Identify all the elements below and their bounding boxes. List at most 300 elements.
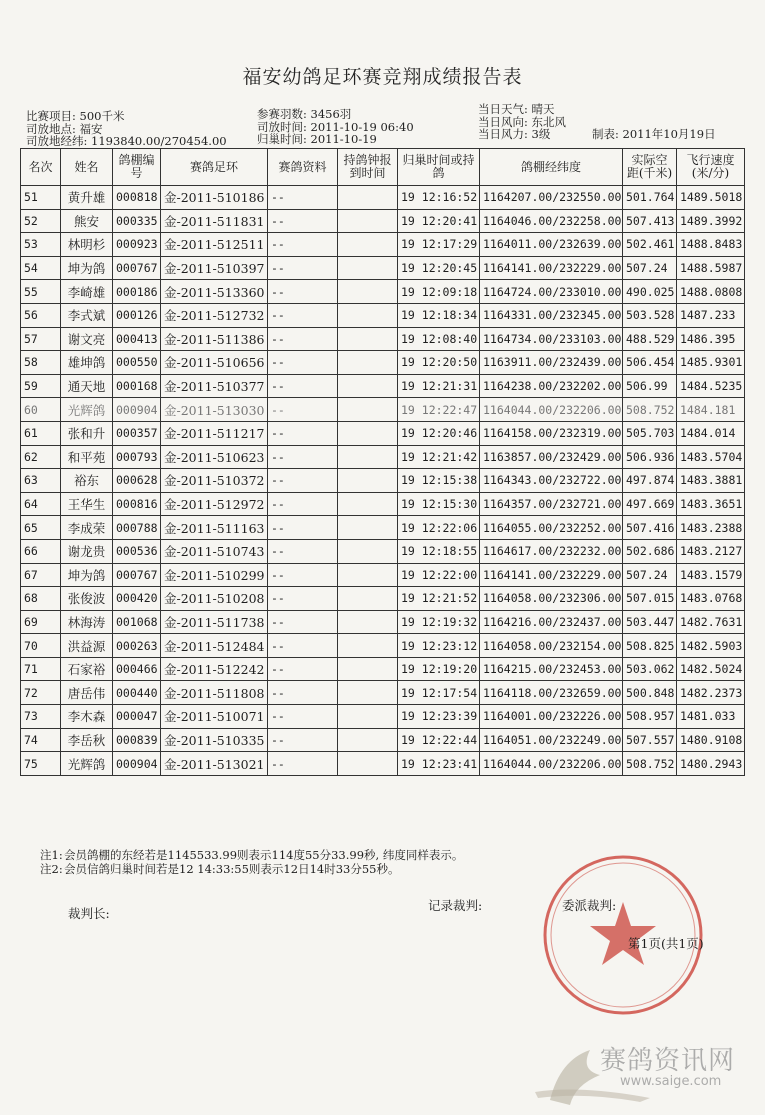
cell-ring: 金-2011-510656 — [161, 351, 268, 375]
table-row — [21, 610, 745, 634]
cell-coordinates: 1164343.00/232722.00 — [480, 469, 623, 493]
cell-loft-id: 000420 — [113, 587, 161, 611]
cell-loft-id: 000816 — [113, 492, 161, 516]
cell-speed: 1483.1579 — [677, 563, 745, 587]
cell-name: 李成荣 — [61, 516, 113, 540]
cell-loft-id: 000793 — [113, 445, 161, 469]
table-row — [21, 752, 745, 776]
table-row — [21, 256, 745, 280]
cell-clock-time — [338, 752, 398, 776]
header-pigeon-info: 赛鸽资料 — [268, 149, 338, 186]
cell-rank: 58 — [21, 351, 61, 375]
cell-return-time: 19 12:22:06 — [398, 516, 480, 540]
cell-loft-id: 000904 — [113, 752, 161, 776]
cell-pigeon-info: -- — [268, 728, 338, 752]
cell-clock-time — [338, 469, 398, 493]
cell-rank: 72 — [21, 681, 61, 705]
cell-name: 李木森 — [61, 705, 113, 729]
cell-clock-time — [338, 587, 398, 611]
cell-speed: 1481.033 — [677, 705, 745, 729]
cell-clock-time — [338, 634, 398, 658]
cell-pigeon-info: -- — [268, 351, 338, 375]
cell-distance: 501.764 — [623, 186, 677, 210]
cell-return-time: 19 12:21:42 — [398, 445, 480, 469]
cell-coordinates: 1163857.00/232429.00 — [480, 445, 623, 469]
cell-name: 黄升雄 — [61, 186, 113, 210]
cell-speed: 1483.0768 — [677, 587, 745, 611]
header-distance: 实际空距(千米) — [623, 149, 677, 186]
cell-return-time: 19 12:09:18 — [398, 280, 480, 304]
cell-return-time: 19 12:20:41 — [398, 209, 480, 233]
cell-distance: 502.686 — [623, 539, 677, 563]
cell-pigeon-info: -- — [268, 634, 338, 658]
cell-clock-time — [338, 610, 398, 634]
cell-loft-id: 000788 — [113, 516, 161, 540]
cell-ring: 金-2011-510071 — [161, 705, 268, 729]
cell-speed: 1485.9301 — [677, 351, 745, 375]
cell-clock-time — [338, 563, 398, 587]
cell-return-time: 19 12:15:30 — [398, 492, 480, 516]
table-row — [21, 280, 745, 304]
cell-name: 光辉鸽 — [61, 398, 113, 422]
cell-speed: 1483.3881 — [677, 469, 745, 493]
cell-distance: 503.528 — [623, 303, 677, 327]
table-row — [21, 587, 745, 611]
cell-rank: 66 — [21, 539, 61, 563]
cell-coordinates: 1164238.00/232202.00 — [480, 374, 623, 398]
cell-clock-time — [338, 657, 398, 681]
cell-coordinates: 1164216.00/232437.00 — [480, 610, 623, 634]
cell-ring: 金-2011-513360 — [161, 280, 268, 304]
cell-pigeon-info: -- — [268, 657, 338, 681]
cell-clock-time — [338, 280, 398, 304]
watermark-text: 赛鸽资讯网 — [600, 1046, 736, 1076]
cell-rank: 51 — [21, 186, 61, 210]
cell-clock-time — [338, 728, 398, 752]
header-return-time: 归巢时间或持鸽 — [398, 149, 480, 186]
cell-return-time: 19 12:22:44 — [398, 728, 480, 752]
cell-ring: 金-2011-510335 — [161, 728, 268, 752]
cell-name: 雄坤鸽 — [61, 351, 113, 375]
table-made-date: 制表: 2011年10月19日 — [592, 127, 716, 141]
cell-pigeon-info: -- — [268, 280, 338, 304]
cell-distance: 507.413 — [623, 209, 677, 233]
cell-speed: 1486.395 — [677, 327, 745, 351]
cell-ring: 金-2011-511217 — [161, 421, 268, 445]
cell-rank: 57 — [21, 327, 61, 351]
cell-rank: 59 — [21, 374, 61, 398]
cell-speed: 1488.5987 — [677, 256, 745, 280]
cell-distance: 507.24 — [623, 563, 677, 587]
cell-distance: 490.025 — [623, 280, 677, 304]
cell-speed: 1483.2388 — [677, 516, 745, 540]
cell-pigeon-info: -- — [268, 327, 338, 351]
cell-coordinates: 1164055.00/232252.00 — [480, 516, 623, 540]
cell-coordinates: 1164046.00/232258.00 — [480, 209, 623, 233]
cell-loft-id: 000466 — [113, 657, 161, 681]
cell-rank: 52 — [21, 209, 61, 233]
cell-name: 李式斌 — [61, 303, 113, 327]
cell-speed: 1484.5235 — [677, 374, 745, 398]
cell-rank: 62 — [21, 445, 61, 469]
cell-coordinates: 1164044.00/232206.00 — [480, 752, 623, 776]
entry-count: 参赛羽数: 3456羽 — [257, 107, 352, 121]
page-number: 第1页(共1页) — [628, 936, 704, 951]
cell-distance: 507.015 — [623, 587, 677, 611]
cell-speed: 1483.2127 — [677, 539, 745, 563]
cell-return-time: 19 12:23:41 — [398, 752, 480, 776]
cell-speed: 1487.233 — [677, 303, 745, 327]
cell-return-time: 19 12:18:34 — [398, 303, 480, 327]
cell-coordinates: 1164207.00/232550.00 — [480, 186, 623, 210]
table-row — [21, 516, 745, 540]
cell-name: 张俊波 — [61, 587, 113, 611]
cell-coordinates: 1164011.00/232639.00 — [480, 233, 623, 257]
recorder-label: 记录裁判: — [428, 898, 483, 913]
cell-loft-id: 000628 — [113, 469, 161, 493]
cell-name: 林明杉 — [61, 233, 113, 257]
cell-return-time: 19 12:22:00 — [398, 563, 480, 587]
cell-pigeon-info: -- — [268, 186, 338, 210]
cell-loft-id: 000440 — [113, 681, 161, 705]
cell-rank: 67 — [21, 563, 61, 587]
cell-clock-time — [338, 681, 398, 705]
cell-ring: 金-2011-510208 — [161, 587, 268, 611]
cell-rank: 64 — [21, 492, 61, 516]
cell-speed: 1482.2373 — [677, 681, 745, 705]
cell-loft-id: 000357 — [113, 421, 161, 445]
cell-coordinates: 1164141.00/232229.00 — [480, 563, 623, 587]
cell-speed: 1488.8483 — [677, 233, 745, 257]
wind-direction: 当日风向: 东北风 — [478, 114, 567, 129]
cell-rank: 56 — [21, 303, 61, 327]
cell-name: 洪益源 — [61, 634, 113, 658]
cell-rank: 73 — [21, 705, 61, 729]
table-row — [21, 374, 745, 398]
cell-rank: 68 — [21, 587, 61, 611]
cell-coordinates: 1164357.00/232721.00 — [480, 492, 623, 516]
cell-return-time: 19 12:20:46 — [398, 421, 480, 445]
cell-loft-id: 000263 — [113, 634, 161, 658]
cell-rank: 55 — [21, 280, 61, 304]
cell-ring: 金-2011-512972 — [161, 492, 268, 516]
cell-coordinates: 1164044.00/232206.00 — [480, 398, 623, 422]
cell-pigeon-info: -- — [268, 752, 338, 776]
table-row — [21, 303, 745, 327]
delegate-label: 委派裁判: — [562, 898, 617, 913]
cell-name: 坤为鸽 — [61, 563, 113, 587]
cell-name: 谢文亮 — [61, 327, 113, 351]
cell-rank: 70 — [21, 634, 61, 658]
table-row — [21, 351, 745, 375]
cell-loft-id: 000335 — [113, 209, 161, 233]
header-loft-id: 鸽棚编号 — [113, 149, 161, 186]
table-row — [21, 469, 745, 493]
cell-distance: 502.461 — [623, 233, 677, 257]
cell-pigeon-info: -- — [268, 398, 338, 422]
cell-ring: 金-2011-512242 — [161, 657, 268, 681]
table-row — [21, 728, 745, 752]
table-row — [21, 492, 745, 516]
cell-loft-id: 000818 — [113, 186, 161, 210]
cell-speed: 1480.2943 — [677, 752, 745, 776]
cell-loft-id: 000839 — [113, 728, 161, 752]
table-row — [21, 539, 745, 563]
cell-speed: 1483.5704 — [677, 445, 745, 469]
cell-speed: 1482.7631 — [677, 610, 745, 634]
cell-name: 石家裕 — [61, 657, 113, 681]
cell-name: 熊安 — [61, 209, 113, 233]
cell-coordinates: 1164617.00/232232.00 — [480, 539, 623, 563]
release-time: 司放时间: 2011-10-19 06:40 — [257, 119, 414, 134]
note-2-label: 注2: — [40, 862, 63, 876]
cell-distance: 507.416 — [623, 516, 677, 540]
cell-rank: 63 — [21, 469, 61, 493]
cell-rank: 69 — [21, 610, 61, 634]
report-title: 福安幼鸽足环赛竞翔成绩报告表 — [242, 66, 523, 88]
info-column-1 — [26, 110, 227, 148]
cell-pigeon-info: -- — [268, 209, 338, 233]
cell-pigeon-info: -- — [268, 681, 338, 705]
cell-return-time: 19 12:18:55 — [398, 539, 480, 563]
cell-distance: 503.062 — [623, 657, 677, 681]
header-rank: 名次 — [21, 149, 61, 186]
cell-rank: 75 — [21, 752, 61, 776]
table-row — [21, 186, 745, 210]
cell-name: 谢龙贵 — [61, 539, 113, 563]
table-row — [21, 421, 745, 445]
cell-name: 李岳秋 — [61, 728, 113, 752]
cell-name: 王华生 — [61, 492, 113, 516]
cell-coordinates: 1164058.00/232306.00 — [480, 587, 623, 611]
table-row — [21, 327, 745, 351]
cell-pigeon-info: -- — [268, 421, 338, 445]
cell-distance: 497.669 — [623, 492, 677, 516]
cell-name: 张和升 — [61, 421, 113, 445]
cell-pigeon-info: -- — [268, 233, 338, 257]
cell-rank: 74 — [21, 728, 61, 752]
cell-loft-id: 000168 — [113, 374, 161, 398]
cell-rank: 54 — [21, 256, 61, 280]
cell-ring: 金-2011-511831 — [161, 209, 268, 233]
cell-clock-time — [338, 705, 398, 729]
cell-name: 通天地 — [61, 374, 113, 398]
cell-coordinates: 1164724.00/233010.00 — [480, 280, 623, 304]
weather: 当日天气: 晴天 — [478, 102, 555, 116]
cell-ring: 金-2011-511738 — [161, 610, 268, 634]
cell-clock-time — [338, 186, 398, 210]
cell-return-time: 19 12:16:52 — [398, 186, 480, 210]
cell-return-time: 19 12:21:52 — [398, 587, 480, 611]
cell-name: 林海涛 — [61, 610, 113, 634]
table-row — [21, 634, 745, 658]
cell-distance: 508.825 — [623, 634, 677, 658]
cell-clock-time — [338, 374, 398, 398]
cell-clock-time — [338, 398, 398, 422]
cell-loft-id: 000767 — [113, 563, 161, 587]
cell-ring: 金-2011-511163 — [161, 516, 268, 540]
cell-clock-time — [338, 421, 398, 445]
table-header-row — [21, 149, 745, 186]
cell-speed: 1489.3992 — [677, 209, 745, 233]
cell-coordinates: 1163911.00/232439.00 — [480, 351, 623, 375]
table-row — [21, 705, 745, 729]
cell-speed: 1489.5018 — [677, 186, 745, 210]
cell-return-time: 19 12:08:40 — [398, 327, 480, 351]
info-column-2 — [257, 108, 414, 146]
cell-distance: 503.447 — [623, 610, 677, 634]
table-row — [21, 445, 745, 469]
cell-ring: 金-2011-513021 — [161, 752, 268, 776]
cell-coordinates: 1164058.00/232154.00 — [480, 634, 623, 658]
cell-loft-id: 000186 — [113, 280, 161, 304]
cell-speed: 1482.5024 — [677, 657, 745, 681]
note-2-text: 会员信鸽归巢时间若是12 14:33:55则表示12日14时33分55秒。 — [64, 862, 400, 876]
cell-coordinates: 1164141.00/232229.00 — [480, 256, 623, 280]
cell-coordinates: 1164215.00/232453.00 — [480, 657, 623, 681]
cell-rank: 65 — [21, 516, 61, 540]
cell-coordinates: 1164051.00/232249.00 — [480, 728, 623, 752]
header-ring: 赛鸽足环 — [161, 149, 268, 186]
cell-ring: 金-2011-510372 — [161, 469, 268, 493]
cell-pigeon-info: -- — [268, 374, 338, 398]
cell-clock-time — [338, 539, 398, 563]
release-location: 司放地点: 福安 — [26, 121, 103, 136]
cell-loft-id: 000536 — [113, 539, 161, 563]
cell-name: 坤为鸽 — [61, 256, 113, 280]
cell-return-time: 19 12:17:54 — [398, 681, 480, 705]
cell-coordinates: 1164158.00/232319.00 — [480, 421, 623, 445]
cell-ring: 金-2011-510186 — [161, 186, 268, 210]
cell-distance: 508.752 — [623, 752, 677, 776]
cell-pigeon-info: -- — [268, 587, 338, 611]
table-row — [21, 233, 745, 257]
table-row — [21, 657, 745, 681]
cell-distance: 507.24 — [623, 256, 677, 280]
cell-ring: 金-2011-512732 — [161, 303, 268, 327]
cell-speed: 1484.181 — [677, 398, 745, 422]
cell-name: 唐岳伟 — [61, 681, 113, 705]
cell-coordinates: 1164118.00/232659.00 — [480, 681, 623, 705]
cell-pigeon-info: -- — [268, 492, 338, 516]
info-column-3 — [478, 103, 566, 141]
chief-judge-label: 裁判长: — [68, 906, 110, 921]
watermark-url: www.saige.com — [620, 1074, 722, 1089]
cell-name: 和平苑 — [61, 445, 113, 469]
cell-loft-id: 000904 — [113, 398, 161, 422]
cell-ring: 金-2011-512511 — [161, 233, 268, 257]
cell-distance: 506.936 — [623, 445, 677, 469]
cell-pigeon-info: -- — [268, 516, 338, 540]
cell-name: 光辉鸽 — [61, 752, 113, 776]
header-clock-time: 持鸽钟报到时间 — [338, 149, 398, 186]
cell-speed: 1488.0808 — [677, 280, 745, 304]
cell-loft-id: 000047 — [113, 705, 161, 729]
results-table — [20, 148, 745, 776]
release-coordinates: 司放地经纬: 1193840.00/270454.00 — [26, 134, 227, 148]
cell-ring: 金-2011-512484 — [161, 634, 268, 658]
cell-loft-id: 000923 — [113, 233, 161, 257]
cell-pigeon-info: -- — [268, 256, 338, 280]
cell-clock-time — [338, 516, 398, 540]
cell-clock-time — [338, 327, 398, 351]
wind-force: 当日风力: 3级 — [478, 127, 551, 141]
cell-clock-time — [338, 209, 398, 233]
cell-ring: 金-2011-510397 — [161, 256, 268, 280]
cell-pigeon-info: -- — [268, 445, 338, 469]
cell-pigeon-info: -- — [268, 563, 338, 587]
cell-loft-id: 000126 — [113, 303, 161, 327]
header-coordinates: 鸽棚经纬度 — [480, 149, 623, 186]
cell-loft-id: 001068 — [113, 610, 161, 634]
cell-return-time: 19 12:15:38 — [398, 469, 480, 493]
cell-return-time: 19 12:23:12 — [398, 634, 480, 658]
cell-distance: 507.557 — [623, 728, 677, 752]
cell-pigeon-info: -- — [268, 469, 338, 493]
cell-coordinates: 1164331.00/232345.00 — [480, 303, 623, 327]
cell-rank: 71 — [21, 657, 61, 681]
cell-distance: 508.752 — [623, 398, 677, 422]
cell-coordinates: 1164734.00/233103.00 — [480, 327, 623, 351]
table-row — [21, 681, 745, 705]
cell-loft-id: 000550 — [113, 351, 161, 375]
table-body — [21, 186, 745, 776]
cell-return-time: 19 12:22:47 — [398, 398, 480, 422]
cell-name: 裕东 — [61, 469, 113, 493]
header-name: 姓名 — [61, 149, 113, 186]
cell-pigeon-info: -- — [268, 303, 338, 327]
cell-speed: 1480.9108 — [677, 728, 745, 752]
cell-distance: 488.529 — [623, 327, 677, 351]
cell-return-time: 19 12:20:45 — [398, 256, 480, 280]
cell-return-time: 19 12:17:29 — [398, 233, 480, 257]
cell-clock-time — [338, 256, 398, 280]
cell-distance: 500.848 — [623, 681, 677, 705]
cell-distance: 505.703 — [623, 421, 677, 445]
cell-distance: 506.454 — [623, 351, 677, 375]
cell-return-time: 19 12:19:32 — [398, 610, 480, 634]
cell-ring: 金-2011-511386 — [161, 327, 268, 351]
table-row — [21, 398, 745, 422]
cell-distance: 497.874 — [623, 469, 677, 493]
return-date: 归巢时间: 2011-10-19 — [257, 132, 377, 146]
cell-clock-time — [338, 445, 398, 469]
cell-ring: 金-2011-510623 — [161, 445, 268, 469]
cell-return-time: 19 12:19:20 — [398, 657, 480, 681]
cell-distance: 508.957 — [623, 705, 677, 729]
cell-return-time: 19 12:21:31 — [398, 374, 480, 398]
cell-ring: 金-2011-513030 — [161, 398, 268, 422]
cell-speed: 1482.5903 — [677, 634, 745, 658]
note-1-label: 注1: — [40, 848, 63, 862]
cell-ring: 金-2011-510299 — [161, 563, 268, 587]
cell-pigeon-info: -- — [268, 705, 338, 729]
cell-speed: 1484.014 — [677, 421, 745, 445]
note-1-text: 会员鸽棚的东经若是1145533.99则表示114度55分33.99秒, 纬度同样表示。 — [64, 848, 464, 862]
cell-ring: 金-2011-510743 — [161, 539, 268, 563]
table-row — [21, 563, 745, 587]
cell-pigeon-info: -- — [268, 610, 338, 634]
cell-return-time: 19 12:20:50 — [398, 351, 480, 375]
cell-speed: 1483.3651 — [677, 492, 745, 516]
cell-coordinates: 1164001.00/232226.00 — [480, 705, 623, 729]
cell-return-time: 19 12:23:39 — [398, 705, 480, 729]
cell-distance: 506.99 — [623, 374, 677, 398]
event-item: 比赛项目: 500千米 — [26, 109, 125, 123]
cell-rank: 53 — [21, 233, 61, 257]
cell-clock-time — [338, 233, 398, 257]
cell-clock-time — [338, 303, 398, 327]
